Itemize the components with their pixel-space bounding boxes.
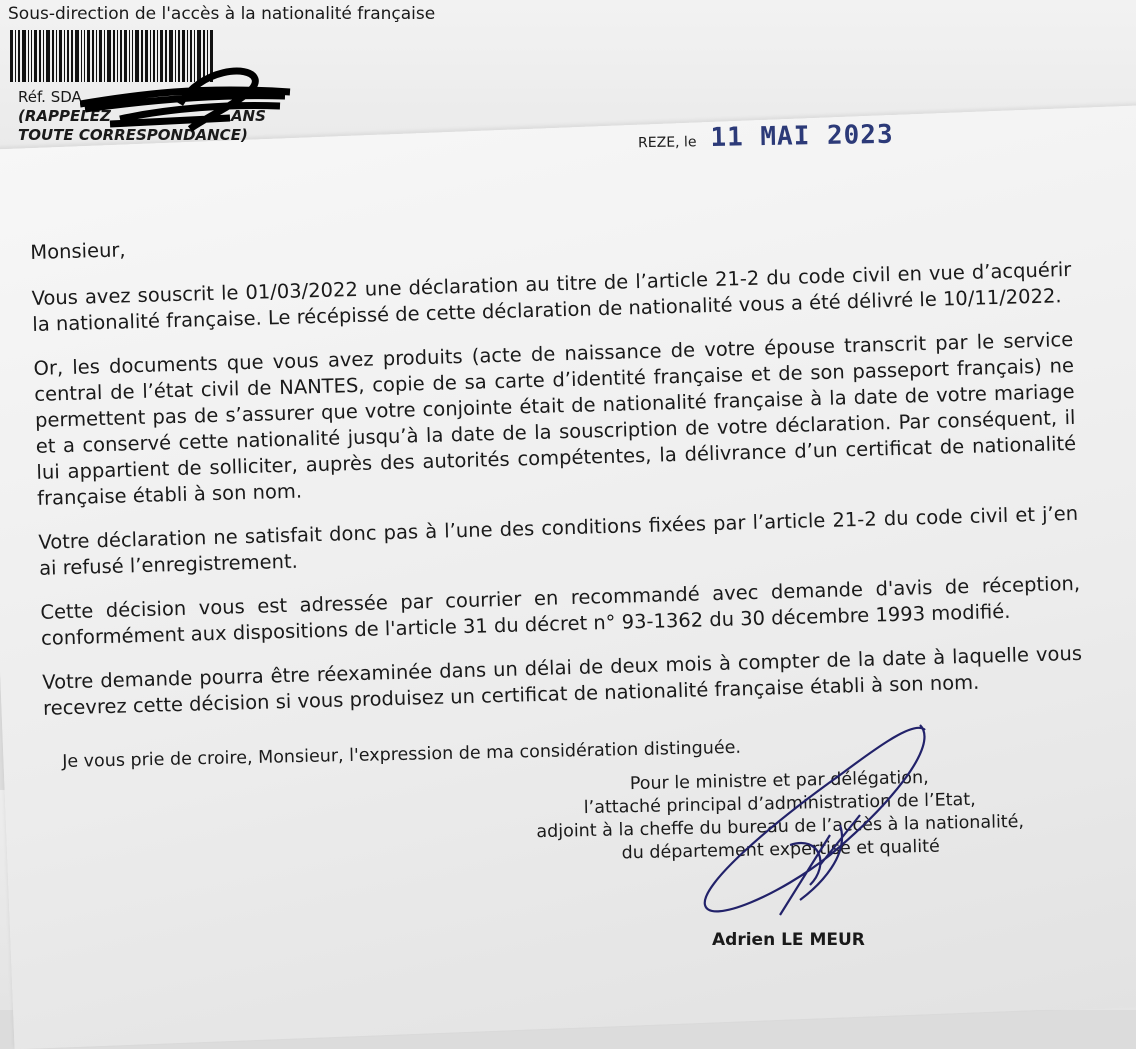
issuing-service: Sous-direction de l'accès à la nationalité française (8, 4, 436, 24)
greeting: Monsieur, (30, 238, 126, 264)
date-stamp: 11 MAI 2023 (710, 119, 894, 153)
redaction-scribble (80, 64, 300, 134)
reference-note-line1: (RAPPELEZ ANS (18, 107, 266, 125)
date-line (638, 120, 894, 154)
barcode-bar (52, 30, 54, 82)
handwritten-signature (690, 715, 950, 925)
barcode-bar (59, 30, 62, 82)
barcode-bar (43, 30, 44, 82)
paragraph: Vous avez souscrit le 01/03/2022 une déclaration au titre de l’article 21-2 du code civil en vue d’acquérir la nationalité française. Le récépissé de cette déclaration de nationalité vous a été délivré le 10/11/2022. (31, 257, 1072, 336)
signature-line: Pour le ministre et par délégation, (629, 767, 929, 795)
reference-number: Réf. SDA (18, 88, 82, 106)
barcode-bar (46, 30, 50, 82)
reference-note-line2: TOUTE CORRESPONDANCE) (18, 126, 248, 144)
barcode-bar (10, 30, 13, 82)
barcode-bar (64, 30, 65, 82)
place: REZE, le (637, 134, 697, 152)
barcode-bar (34, 30, 37, 82)
barcode-bar (22, 30, 26, 82)
barcode-bar (75, 30, 79, 82)
signature-line: adjoint à la cheffe du bureau de l’accès à la nationalité, (536, 811, 1025, 843)
closing-formula: Je vous prie de croire, Monsieur, l'expression de ma considération distinguée. (62, 737, 742, 772)
barcode-bar (15, 30, 16, 82)
signature-line: du département expertise et qualité (621, 836, 940, 864)
paragraph: Cette décision vous est adressée par courrier en recommandé avec demande d'avis de réception, conformément aux dispositions de l'article 31 du décret n° 93-1362 du 30 décembre 1993 modifié. (40, 571, 1081, 650)
signer-name: Adrien LE MEUR (712, 930, 865, 950)
paragraph: Or, les documents que vous avez produits (acte de naissance de votre épouse transcrit par le service central de l’état civil de NANTES, copie de sa carte d’identité française et de son passeport français) ne permettent pas de s’assurer que votre conjointe était de nationalité française à la date de votre mariage et a conservé cette nationalité jusqu’à la date de la souscription de votre déclaration. Par conséquent, il lui appartient de solliciter, auprès des autorités compétentes, la délivrance d’un certificat de nationalité française établi à son nom. (33, 327, 1077, 510)
barcode-bar (18, 30, 20, 82)
barcode-bar (67, 30, 69, 82)
barcode-bar (28, 30, 29, 82)
barcode-bar (31, 30, 32, 82)
paragraph: Votre déclaration ne satisfait donc pas à l’une des conditions fixées par l’article 21-2 du code civil et j’en ai refusé l’enregistrement. (38, 501, 1079, 580)
paragraph: Votre demande pourra être réexaminée dans un délai de deux mois à compter de la date à laquelle vous recevrez cette décision si vous produisez un certificat de nationalité française établi à son nom. (42, 641, 1083, 720)
letter-body (30, 211, 1084, 740)
barcode-bar (39, 30, 41, 82)
barcode-bar (56, 30, 57, 82)
barcode-bar (71, 30, 73, 82)
signature-line: l’attaché principal d’administration de l’Etat, (583, 789, 976, 819)
